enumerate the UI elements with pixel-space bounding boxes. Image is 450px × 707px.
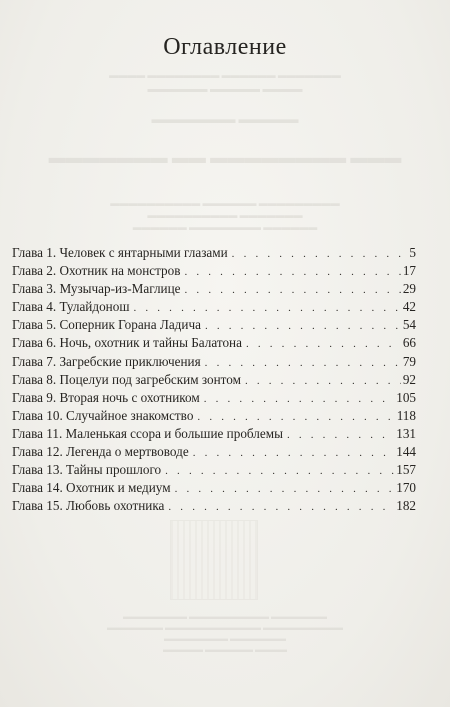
- table-of-contents: [12, 244, 416, 515]
- toc-entry[interactable]: [12, 371, 416, 389]
- dot-leader: [168, 498, 394, 516]
- dot-leader: [205, 354, 401, 372]
- bleed-through-line: ▬▬▬▬▬▬▬ ▬▬▬▬▬▬▬▬▬▬: [147, 210, 303, 220]
- toc-entry[interactable]: [12, 497, 416, 515]
- toc-entry-label: Глава 8. Поцелуи под загребским зонтом: [12, 371, 241, 387]
- toc-entry-page: 118: [396, 407, 416, 423]
- toc-entry-label: Глава 1. Человек с янтарными глазами: [12, 245, 228, 260]
- toc-entry-label: Глава 15. Любовь охотника: [12, 498, 165, 514]
- toc-entry-page: 42: [402, 299, 416, 315]
- toc-entry-label: Глава 2. Охотник на монстров: [12, 263, 181, 279]
- bleed-through-line: ▬▬▬▬▬▬▬▬▬▬ ▬▬▬▬▬▬▬▬▬▬▬▬ ▬▬▬▬▬▬▬: [107, 623, 343, 632]
- toc-entry[interactable]: [12, 407, 416, 425]
- toc-entry-label: Глава 6. Ночь, охотник и тайны Балатона: [12, 335, 242, 351]
- toc-entry[interactable]: [12, 334, 416, 352]
- toc-entry-page: 105: [396, 389, 416, 405]
- toc-entry[interactable]: [12, 298, 416, 316]
- toc-entry-page: 66: [402, 335, 416, 351]
- bleed-through-line: ▬▬▬▬▬ ▬▬▬▬▬▬▬: [151, 112, 299, 126]
- toc-entry-label: Глава 4. Тулайдонош: [12, 299, 130, 315]
- toc-entry-label: Глава 9. Вторая ночь с охотником: [12, 389, 200, 405]
- toc-entry[interactable]: [12, 262, 416, 280]
- bleed-through-line: ▬▬▬▬▬▬▬ ▬▬▬▬▬▬ ▬▬▬▬▬▬▬▬ ▬▬▬▬: [109, 70, 341, 80]
- toc-entry-page: 170: [396, 480, 416, 496]
- toc-entry[interactable]: [12, 443, 416, 461]
- bleed-through-barcode: [170, 520, 258, 600]
- toc-entry-page: 79: [402, 353, 416, 369]
- dot-leader: [133, 299, 400, 317]
- toc-entry[interactable]: [12, 316, 416, 334]
- dot-leader: [184, 263, 400, 281]
- dot-leader: [287, 426, 394, 444]
- bleed-through-line: ▬▬▬▬▬▬▬▬▬ ▬▬▬▬▬▬ ▬▬▬▬▬▬▬▬▬▬: [110, 198, 340, 208]
- page-title: Оглавление: [163, 34, 287, 60]
- dot-leader: [197, 408, 394, 426]
- toc-entry[interactable]: [12, 425, 416, 443]
- bleed-through-line: ▬▬▬▬ ▬▬▬▬▬▬ ▬▬▬▬▬: [163, 645, 287, 654]
- toc-entry-page: 29: [402, 281, 416, 297]
- dot-leader: [204, 390, 394, 408]
- toc-entry-label: Глава 11. Маленькая ссора и большие проблемы: [12, 425, 283, 441]
- toc-entry[interactable]: [12, 280, 416, 298]
- toc-entry-label: Глава 7. Загребские приключения: [12, 353, 201, 369]
- dot-leader: [246, 335, 401, 353]
- bleed-through-line: ▬▬▬▬▬▬▬ ▬▬▬▬▬▬▬▬: [164, 634, 286, 643]
- toc-entry-label: Глава 14. Охотник и медиум: [12, 480, 171, 496]
- toc-entry[interactable]: [12, 389, 416, 407]
- dot-leader: [175, 480, 395, 498]
- toc-entry-page: 157: [396, 462, 416, 478]
- toc-entry-page: 17: [402, 263, 416, 279]
- toc-entry-page: 182: [396, 498, 416, 514]
- bleed-through-line: ▬▬▬ ▬▬▬▬▬▬▬▬ ▬▬ ▬▬▬▬▬▬▬: [48, 148, 402, 167]
- toc-entry-label: Глава 10. Случайное знакомство: [12, 407, 194, 423]
- toc-entry-page: 54: [402, 317, 416, 333]
- bleed-through-line: ▬▬▬▬▬▬▬ ▬▬▬▬▬▬▬▬▬▬ ▬▬▬▬▬▬▬▬: [123, 612, 327, 621]
- dot-leader: [165, 462, 394, 480]
- toc-entry-label: Глава 5. Соперник Горана Ладича: [12, 317, 201, 333]
- toc-entry-label: Глава 3. Музычар-из-Маглице: [12, 281, 181, 297]
- toc-entry-label: Глава 12. Легенда о мертвоводе: [12, 444, 189, 460]
- toc-entry[interactable]: [12, 479, 416, 497]
- dot-leader: [232, 245, 408, 263]
- toc-entry-page: 144: [396, 444, 416, 460]
- toc-entry[interactable]: [12, 353, 416, 371]
- toc-entry-page: 5: [409, 245, 416, 260]
- dot-leader: [205, 317, 401, 335]
- dot-leader: [193, 444, 395, 462]
- bleed-through-line: ▬▬▬▬ ▬▬▬▬▬ ▬▬▬▬▬▬: [147, 84, 303, 95]
- toc-entry-page: 131: [396, 425, 416, 441]
- toc-entry[interactable]: [12, 461, 416, 479]
- bleed-through-line: ▬▬▬▬▬▬ ▬▬▬▬▬▬▬▬ ▬▬▬▬▬▬: [132, 222, 318, 232]
- toc-entry-label: Глава 13. Тайны прошлого: [12, 462, 162, 478]
- toc-entry-page: 92: [402, 371, 416, 387]
- toc-entry[interactable]: [12, 244, 416, 262]
- dot-leader: [185, 281, 401, 299]
- dot-leader: [245, 372, 401, 390]
